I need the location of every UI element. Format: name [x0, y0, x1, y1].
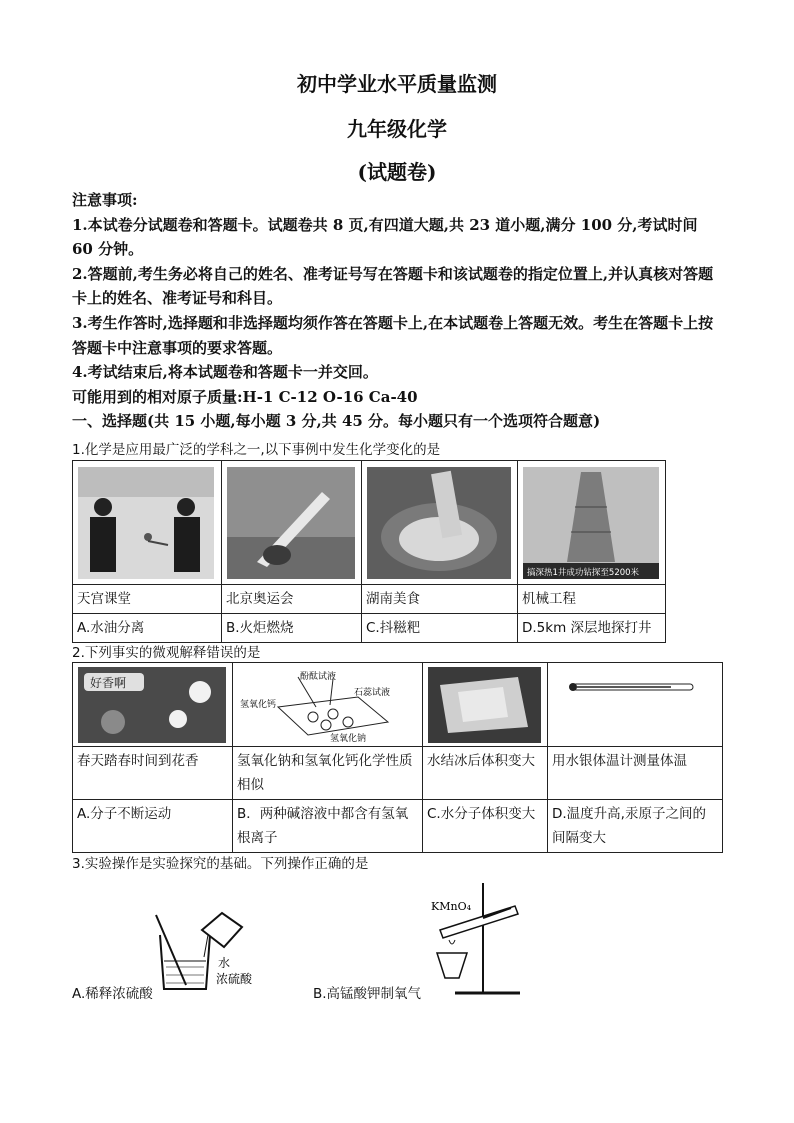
q1-option-b: B.火炬燃烧 [222, 614, 362, 643]
q2-stem: 2.下列事实的微观解释错误的是 [72, 645, 261, 661]
q1-photo-cell-d [518, 461, 666, 585]
q1-option-a: A.水油分离 [73, 614, 222, 643]
q1-photo-cell-c [362, 461, 518, 585]
q2-option-d: D.温度升高,汞原子之间的间隔变大 [548, 800, 723, 853]
spring-flowers-photo [78, 667, 226, 743]
exam-subject: 九年级化学 [347, 117, 447, 141]
q2-fact: 水结冰后体积变大 [423, 747, 548, 800]
q3-stem: 3.实验操作是实验探究的基础。下列操作正确的是 [72, 856, 369, 872]
q1-option-c: C.抖糍粑 [362, 614, 518, 643]
q2-fact: 氢氧化钠和氢氧化钙化学性质相似 [233, 747, 423, 800]
flower-photo-text: 好香啊 [90, 675, 127, 690]
q1-table [72, 460, 666, 643]
sulfuric-acid-label: 浓硫酸 [216, 972, 253, 986]
q2-photo-cell-c [423, 663, 548, 747]
spot-plate-diagram [238, 667, 416, 743]
q1-stem: 1.化学是应用最广泛的学科之一,以下事例中发生化学变化的是 [72, 442, 441, 458]
notes-block [72, 188, 722, 434]
note-item: 2.答题前,考生务必将自己的姓名、准考证号写在答题卡和该试题卷的指定位置上,并认真核对答题卡上的姓名、准考证号和科目。 [72, 264, 714, 308]
ice-photo [428, 667, 541, 743]
q3-option-a: A.稀释浓硫酸 [72, 986, 153, 1002]
q2-diagram-cell-d [548, 663, 723, 747]
calcium-hydroxide-label: 氢氧化钙 [240, 699, 277, 710]
phenolphthalein-label: 酚酞试液 [300, 671, 337, 682]
kmno4-label: KMnO₄ [431, 900, 471, 913]
note-item: 4.考试结束后,将本试题卷和答题卡一并交回。 [72, 363, 378, 382]
olympic-torch-photo [227, 467, 355, 579]
note-item: 1.本试卷分试题卷和答题卡。试题卷共 8 页,有四道大题,共 23 道小题,满分 100 分,考试时间 60 分钟。 [72, 215, 698, 259]
q1-option-d: D.5km 深层地探打井 [518, 614, 666, 643]
ciba-food-photo [367, 467, 511, 579]
q1-photo-cell-b [222, 461, 362, 585]
note-item: 3.考生作答时,选择题和非选择题均须作答在答题卡上,在本试题卷上答题无效。考生在答题卡上按答题卡中注意事项的要求答题。 [72, 313, 714, 357]
exam-title: 初中学业水平质量监测 [297, 72, 497, 96]
q2-diagram-cell-b [233, 663, 423, 747]
drilling-rig-photo [523, 467, 659, 579]
atomic-masses: 可能用到的相对原子质量:H-1 C-12 O-16 Ca-40 [72, 387, 418, 406]
q2-option-a: A.分子不断运动 [73, 800, 233, 853]
q1-label: 天宫课堂 [73, 585, 222, 614]
q2-fact: 用水银体温计测量体温 [548, 747, 723, 800]
q2-photo-cell-a [73, 663, 233, 747]
q2-option-b: B．两种碱溶液中都含有氢氧根离子 [233, 800, 423, 853]
space-classroom-photo [78, 467, 214, 579]
section-heading: 一、选择题(共 15 小题,每小题 3 分,共 45 分。每小题只有一个选项符合题意) [72, 412, 601, 431]
sodium-hydroxide-label: 氢氧化钠 [330, 733, 367, 743]
litmus-label: 石蕊试液 [354, 687, 391, 698]
paper-type: (试题卷) [357, 160, 437, 184]
notes-heading: 注意事项: [72, 191, 138, 209]
water-label: 水 [218, 956, 231, 970]
q1-photo-cell-a [73, 461, 222, 585]
drilling-photo-caption: 搞深热1井成功钻探至5200米 [527, 567, 640, 578]
q2-fact: 春天踏春时间到花香 [73, 747, 233, 800]
q1-label: 湖南美食 [362, 585, 518, 614]
q1-label: 机械工程 [518, 585, 666, 614]
q1-label: 北京奥运会 [222, 585, 362, 614]
q3-option-b: B.高锰酸钾制氧气 [313, 986, 422, 1002]
thermometer-diagram [553, 667, 716, 743]
kmno4-apparatus-diagram [425, 878, 535, 1003]
dilution-diagram [150, 905, 270, 995]
q2-table [72, 662, 723, 853]
q2-option-c: C.水分子体积变大 [423, 800, 548, 853]
